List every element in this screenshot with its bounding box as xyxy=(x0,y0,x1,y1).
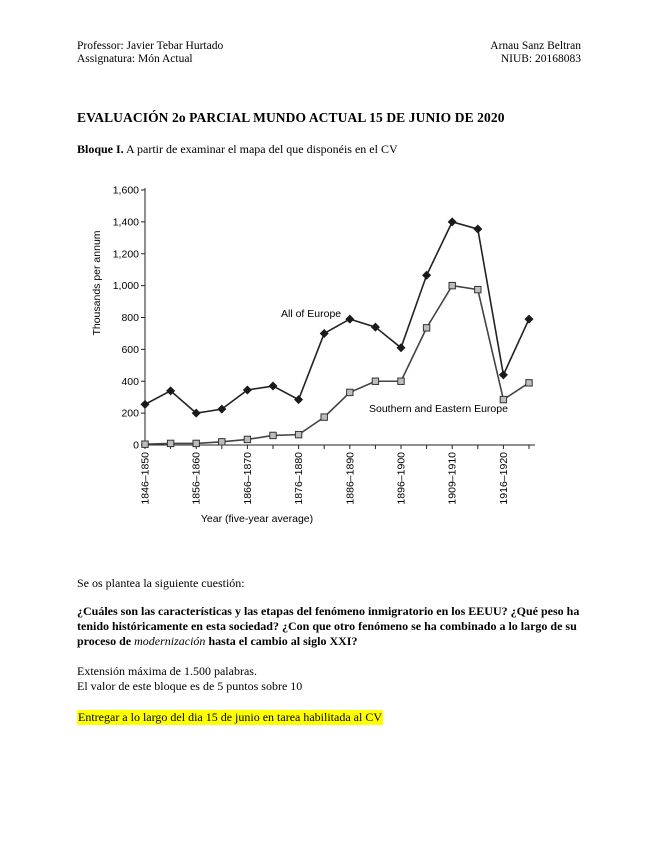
y-tick-label: 0 xyxy=(133,439,139,452)
extension-line-1: Extensión máxima de 1.500 palabras. xyxy=(77,664,257,678)
y-tick-labels xyxy=(113,185,139,452)
x-tick-label: 1866–1870 xyxy=(241,452,254,505)
y-axis-label: Thousands per annum xyxy=(91,230,103,336)
bloque-text: A partir de examinar el mapa del que disponéis en el CV xyxy=(123,142,398,156)
data-point-all-europe xyxy=(422,271,431,280)
data-point-southern-eastern xyxy=(193,440,199,446)
header-right xyxy=(490,40,581,66)
x-tick-label: 1896–1900 xyxy=(395,452,408,505)
x-tick-labels xyxy=(140,452,510,505)
bloque-label: Bloque I. xyxy=(77,142,124,156)
question-part2: hasta el cambio al siglo XXI? xyxy=(205,634,358,648)
page-title: EVALUACIÓN 2o PARCIAL MUNDO ACTUAL 15 DE JUNIO DE 2020 xyxy=(77,110,505,125)
data-point-southern-eastern xyxy=(295,431,301,437)
data-point-all-europe xyxy=(525,315,534,324)
data-point-southern-eastern xyxy=(347,389,353,395)
y-tick-label: 200 xyxy=(121,407,139,420)
data-point-all-europe xyxy=(320,329,329,338)
student-name: Arnau Sanz Beltran xyxy=(490,40,581,52)
question-part1: ¿Cuáles son las características y las etapas del fenómeno inmigratorio en los EEUU? ¿Qué peso ha tenido históricamente en esta sociedad? ¿Con que otro fenómeno se ha combinado a lo largo de su proceso de xyxy=(77,604,580,648)
x-tick-label: 1856–1860 xyxy=(190,452,203,505)
question-intro: Se os plantea la siguiente cuestión: xyxy=(77,576,245,590)
data-point-southern-eastern xyxy=(526,380,532,386)
delivery-note: Entregar a lo largo del dia 15 de junio en tarea habilitada al CV xyxy=(78,710,383,724)
data-point-all-europe xyxy=(141,400,150,409)
x-tick-label: 1846–1850 xyxy=(139,452,152,505)
data-point-all-europe xyxy=(499,370,508,379)
data-point-southern-eastern xyxy=(500,396,506,402)
y-tick-label: 400 xyxy=(121,375,139,388)
y-tick-label: 600 xyxy=(121,343,139,356)
series-label-all-europe: All of Europe xyxy=(281,308,342,320)
data-point-southern-eastern xyxy=(219,439,225,445)
data-point-all-europe xyxy=(345,315,354,324)
question-emphasis: modernización xyxy=(134,634,206,648)
data-point-southern-eastern xyxy=(167,440,173,446)
data-point-southern-eastern xyxy=(244,436,250,442)
header-left xyxy=(77,40,223,66)
y-tick-label: 1,200 xyxy=(112,248,139,261)
immigration-chart xyxy=(77,168,545,532)
professor-name: Professor: Javier Tebar Hurtado xyxy=(77,40,224,52)
data-point-southern-eastern xyxy=(398,378,404,384)
data-point-southern-eastern xyxy=(423,325,429,331)
data-point-all-europe xyxy=(269,382,278,391)
data-point-southern-eastern xyxy=(142,441,148,447)
extension-line-2: El valor de este bloque es de 5 puntos sobre 10 xyxy=(77,679,303,693)
series-label-southern-eastern: Southern and Eastern Europe xyxy=(369,403,508,415)
data-point-all-europe xyxy=(294,395,303,404)
x-tick-label: 1876–1880 xyxy=(293,452,306,505)
extension-info xyxy=(77,664,302,694)
question-text xyxy=(77,604,587,649)
data-point-all-europe xyxy=(448,217,457,226)
x-tick-label: 1886–1890 xyxy=(344,452,357,505)
x-axis-label: Year (five-year average) xyxy=(200,513,314,525)
x-tick-label: 1916–1920 xyxy=(497,452,510,505)
y-tick-label: 1,400 xyxy=(112,216,139,229)
data-point-southern-eastern xyxy=(321,414,327,420)
data-point-southern-eastern xyxy=(270,432,276,438)
bloque-heading xyxy=(77,142,398,157)
x-tick-label: 1909–1910 xyxy=(446,452,459,505)
data-point-southern-eastern xyxy=(475,286,481,292)
y-tick-label: 800 xyxy=(121,312,139,324)
data-point-all-europe xyxy=(473,225,482,234)
y-tick-label: 1,600 xyxy=(112,184,139,197)
student-niub: NIUB: 20168083 xyxy=(500,53,581,65)
data-point-southern-eastern xyxy=(449,282,455,288)
data-point-southern-eastern xyxy=(372,378,378,384)
subject-name: Assignatura: Món Actual xyxy=(77,53,193,65)
y-tick-label: 1,000 xyxy=(112,280,139,293)
